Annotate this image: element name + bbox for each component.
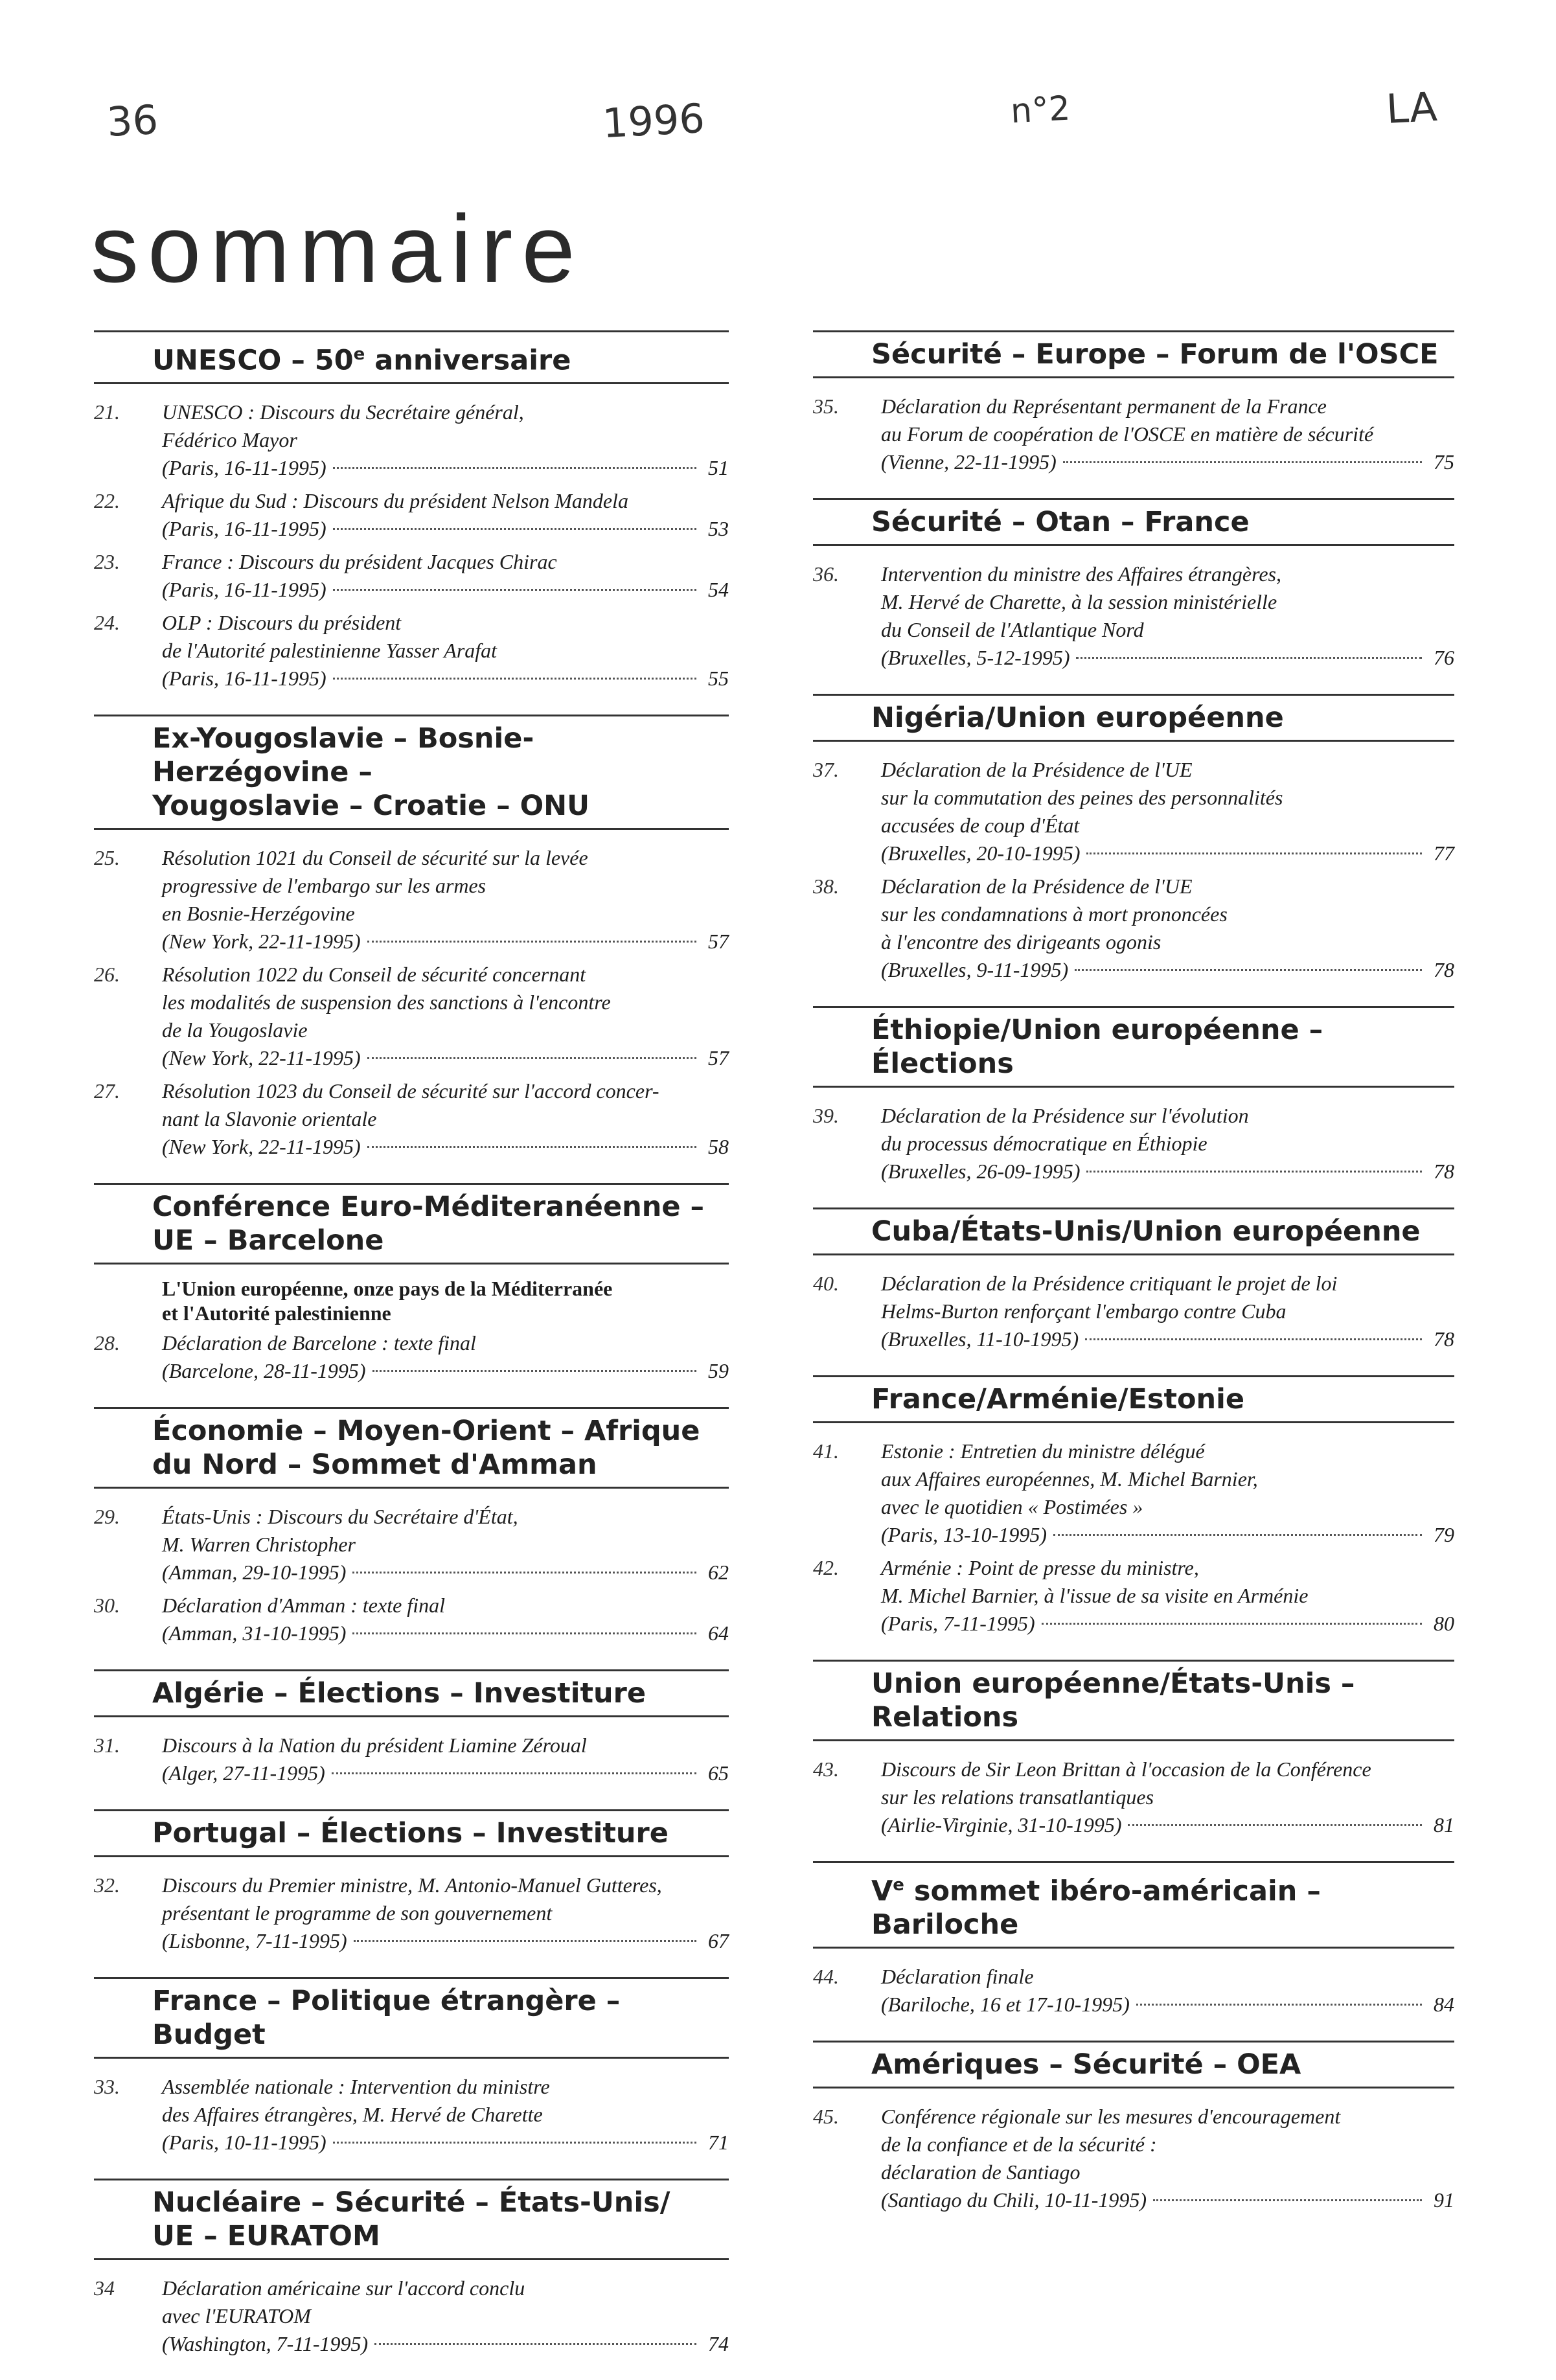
entry-number: 29. [94, 1505, 120, 1529]
dot-leader [1086, 852, 1422, 854]
entry-place-date: (Bruxelles, 11-10-1995) [881, 1327, 1079, 1351]
entry-place-line [881, 1521, 1454, 1549]
entry-title-line: accusées de coup d'État [881, 814, 1080, 837]
section-heading [94, 1407, 729, 1489]
dot-leader [367, 1146, 696, 1148]
dot-leader [333, 528, 696, 530]
entry-page-number: 79 [1434, 1523, 1454, 1546]
entry-number: 34 [94, 2276, 115, 2300]
toc-entry [94, 1732, 729, 1787]
entry-place-date: (Bariloche, 16 et 17-10-1995) [881, 1993, 1130, 2017]
dot-leader [1086, 1171, 1422, 1173]
entry-body [162, 1503, 729, 1586]
entry-number: 38. [813, 875, 839, 898]
handwritten-issue: n°2 [1009, 89, 1071, 132]
entry-number: 27. [94, 1079, 120, 1103]
toc-section [94, 330, 729, 692]
toc-section [94, 1977, 729, 2157]
entry-place-line [162, 2129, 729, 2157]
entry-body [881, 2103, 1454, 2214]
entry-place-date: (Paris, 7-11-1995) [881, 1612, 1035, 1635]
entry-place-line [162, 1133, 729, 1161]
entry-number: 26. [94, 963, 120, 987]
entry-page-number: 54 [708, 578, 729, 602]
heading-line: Élections [871, 1047, 1014, 1080]
entry-place-line [162, 1759, 729, 1787]
entry-page-number: 75 [1434, 450, 1454, 474]
entry-body [162, 1592, 729, 1647]
entry-title-line: Discours à la Nation du président Liamine Zéroual [162, 1734, 587, 1757]
entry-place-date: (Lisbonne, 7-11-1995) [162, 1929, 347, 1953]
entry-title-line: avec l'EURATOM [162, 2304, 311, 2328]
section-heading [813, 1660, 1454, 1741]
toc-entry [94, 609, 729, 692]
entry-body [162, 961, 729, 1072]
heading-line: Conférence Euro-Méditeranéenne – [152, 1191, 704, 1224]
entry-place-line [162, 1357, 729, 1385]
entry-title-line: du processus démocratique en Éthiopie [881, 1132, 1207, 1155]
toc-entry [94, 548, 729, 604]
entry-number: 22. [94, 489, 120, 513]
toc-entry [813, 756, 1454, 867]
right-column [813, 330, 1454, 2236]
entry-title-line: Helms-Burton renforçant l'embargo contre Cuba [881, 1299, 1287, 1323]
dot-leader [367, 941, 696, 943]
dot-leader [1053, 1534, 1422, 1536]
heading-line: Bariloche [871, 1908, 1019, 1941]
entry-place-date: (Bruxelles, 5-12-1995) [881, 646, 1070, 669]
dot-leader [1085, 1338, 1422, 1340]
entry-number: 24. [94, 611, 120, 635]
entry-page-number: 78 [1434, 958, 1454, 981]
dot-leader [374, 2343, 696, 2345]
entry-place-date: (Vienne, 22-11-1995) [881, 450, 1057, 474]
section-heading [94, 1669, 729, 1717]
entry-place-line [162, 1619, 729, 1647]
entry-title-line: progressive de l'embargo sur les armes [162, 874, 486, 898]
entry-title-line: M. Hervé de Charette, à la session ministérielle [881, 590, 1277, 613]
entry-title-line: à l'encontre des dirigeants ogonis [881, 930, 1161, 954]
entry-page-number: 80 [1434, 1612, 1454, 1635]
entry-place-date: (Amman, 29-10-1995) [162, 1561, 347, 1585]
entry-number: 30. [94, 1594, 120, 1618]
entry-place-date: (Paris, 16-11-1995) [162, 578, 326, 602]
entry-title-line: Conférence régionale sur les mesures d'encouragement [881, 2105, 1341, 2129]
entry-body [162, 2073, 729, 2157]
entry-title-line: Résolution 1023 du Conseil de sécurité sur l'accord concer- [162, 1079, 659, 1103]
entry-place-line [881, 1811, 1454, 1839]
entry-title-line: de la Yougoslavie [162, 1018, 308, 1042]
heading-line: Union européenne/États-Unis – [871, 1667, 1355, 1700]
entry-title-line: Discours du Premier ministre, M. Antonio-Manuel Gutteres, [162, 1873, 662, 1897]
entry-number: 45. [813, 2105, 839, 2129]
entry-page-number: 55 [708, 667, 729, 691]
section-heading [813, 1375, 1454, 1423]
heading-line: Cuba/États-Unis/Union européenne [871, 1215, 1421, 1248]
entry-page-number: 65 [708, 1761, 729, 1785]
toc-entry [813, 873, 1454, 984]
entry-title-line: Assemblée nationale : Intervention du ministre [162, 2075, 550, 2099]
entry-body [881, 1756, 1454, 1839]
entry-title-line: Déclaration d'Amman : texte final [162, 1594, 445, 1618]
entry-place-date: (Paris, 16-11-1995) [162, 456, 326, 480]
toc-section [813, 498, 1454, 672]
entry-place-line [881, 1325, 1454, 1353]
toc-entry [813, 560, 1454, 672]
toc-entry [813, 393, 1454, 476]
entry-number: 21. [94, 400, 120, 424]
toc-entry [94, 1592, 729, 1647]
entry-place-date: (Barcelone, 28-11-1995) [162, 1359, 366, 1383]
entry-title-line: Déclaration de la Présidence sur l'évolution [881, 1104, 1249, 1127]
entry-number: 31. [94, 1734, 120, 1757]
entry-number: 39. [813, 1104, 839, 1127]
toc-entry [94, 1077, 729, 1161]
entry-title-line: sur les relations transatlantiques [881, 1785, 1154, 1809]
entry-body [881, 756, 1454, 867]
entry-page-number: 62 [708, 1561, 729, 1585]
entry-page-number: 67 [708, 1929, 729, 1953]
toc-section [813, 2041, 1454, 2214]
entry-place-date: (Paris, 13-10-1995) [881, 1523, 1047, 1546]
section-subheading [94, 1276, 729, 1325]
toc-section [813, 1861, 1454, 2019]
heading-line: du Nord – Sommet d'Amman [152, 1448, 597, 1482]
toc-section [94, 2179, 729, 2358]
toc-entry [94, 961, 729, 1072]
dot-leader [333, 678, 696, 680]
toc-entry [813, 1963, 1454, 2019]
entry-title-line: Déclaration finale [881, 1965, 1034, 1989]
entry-title-line: présentant le programme de son gouvernement [162, 1901, 553, 1925]
entry-title-line: Déclaration de la Présidence de l'UE [881, 758, 1193, 781]
dot-leader [352, 1572, 696, 1573]
section-heading [813, 498, 1454, 546]
toc-entry [813, 1270, 1454, 1353]
entry-place-date: (Santiago du Chili, 10-11-1995) [881, 2188, 1147, 2212]
entry-title-line: de la confiance et de la sécurité : [881, 2133, 1157, 2157]
entry-body [162, 548, 729, 604]
dot-leader [352, 1632, 696, 1634]
dot-leader [1076, 657, 1422, 659]
entry-title-line: Intervention du ministre des Affaires étrangères, [881, 562, 1281, 586]
entry-number: 32. [94, 1873, 120, 1897]
entry-body [881, 873, 1454, 984]
section-heading [813, 694, 1454, 742]
entry-place-date: (Bruxelles, 20-10-1995) [881, 841, 1081, 865]
dot-leader [1128, 1824, 1422, 1826]
heading-line: Budget [152, 2019, 266, 2052]
entry-title-line: Déclaration de la Présidence de l'UE [881, 875, 1193, 898]
entry-title-line: avec le quotidien « Postimées » [881, 1495, 1143, 1518]
heading-line: Éthiopie/Union européenne – [871, 1014, 1323, 1046]
heading-line: Économie – Moyen-Orient – Afrique [152, 1415, 700, 1448]
heading-line: Sécurité – Otan – France [871, 506, 1250, 538]
toc-entry [813, 1554, 1454, 1638]
dot-leader [332, 1772, 696, 1774]
toc-section [813, 694, 1454, 984]
toc-entry [94, 2274, 729, 2358]
dot-leader [367, 1057, 696, 1059]
toc-section [94, 1669, 729, 1787]
section-heading [94, 1183, 729, 1264]
entry-place-date: (Paris, 10-11-1995) [162, 2131, 326, 2155]
entry-title-line: de l'Autorité palestinienne Yasser Arafat [162, 639, 498, 663]
entry-number: 36. [813, 562, 839, 586]
section-heading [813, 330, 1454, 378]
entry-body [162, 1329, 729, 1385]
entry-page-number: 81 [1434, 1813, 1454, 1836]
entry-page-number: 57 [708, 930, 729, 954]
entry-title-line: Déclaration américaine sur l'accord conclu [162, 2276, 525, 2300]
entry-body [162, 1732, 729, 1787]
entry-place-line [881, 448, 1454, 476]
entry-place-date: (Bruxelles, 26-09-1995) [881, 1160, 1081, 1183]
entry-page-number: 76 [1434, 646, 1454, 669]
dot-leader [1042, 1623, 1422, 1625]
toc-section [813, 1207, 1454, 1353]
entry-title-line: les modalités de suspension des sanctions à l'encontre [162, 990, 611, 1014]
heading-line: UE – EURATOM [152, 2220, 380, 2253]
heading-line: Algérie – Élections – Investiture [152, 1677, 646, 1710]
entry-body [881, 1270, 1454, 1353]
entry-page-number: 78 [1434, 1160, 1454, 1183]
entry-place-date: (Paris, 16-11-1995) [162, 667, 326, 691]
entry-title-line: des Affaires étrangères, M. Hervé de Charette [162, 2103, 543, 2127]
entry-place-line [881, 956, 1454, 984]
toc-section [813, 1660, 1454, 1839]
entry-place-line [162, 2330, 729, 2358]
entry-place-line [162, 1044, 729, 1072]
entry-body [162, 844, 729, 955]
subheading-line: L'Union européenne, onze pays de la Méditerranée [162, 1277, 613, 1301]
entry-number: 25. [94, 846, 120, 870]
entry-number: 28. [94, 1331, 120, 1355]
dot-leader [1136, 2004, 1422, 2006]
entry-title-line: UNESCO : Discours du Secrétaire général, [162, 400, 524, 424]
toc-entry [94, 2073, 729, 2157]
entry-place-line [162, 576, 729, 604]
heading-line: Relations [871, 1701, 1019, 1734]
entry-title-line: Résolution 1021 du Conseil de sécurité sur la levée [162, 846, 588, 870]
toc-entry [813, 1102, 1454, 1185]
entry-body [881, 393, 1454, 476]
heading-line: Ex-Yougoslavie – Bosnie-Herzégovine – [152, 722, 534, 789]
entry-place-line [162, 515, 729, 543]
entry-number: 23. [94, 550, 120, 574]
entry-body [881, 1102, 1454, 1185]
entry-title-line: États-Unis : Discours du Secrétaire d'État, [162, 1505, 518, 1529]
handwritten-year: 1996 [601, 94, 706, 148]
entry-page-number: 51 [708, 456, 729, 480]
entry-title-line: France : Discours du président Jacques Chirac [162, 550, 557, 574]
dot-leader [333, 467, 696, 469]
entry-place-date: (New York, 22-11-1995) [162, 1046, 361, 1070]
entry-page-number: 77 [1434, 841, 1454, 865]
toc-entry [813, 1756, 1454, 1839]
section-heading [813, 1861, 1454, 1949]
entry-place-line [881, 1158, 1454, 1185]
entry-place-line [162, 665, 729, 692]
entry-number: 43. [813, 1757, 839, 1781]
entry-title-line: OLP : Discours du président [162, 611, 402, 635]
entry-title-line: Fédérico Mayor [162, 428, 297, 452]
entry-title-line: aux Affaires européennes, M. Michel Barnier, [881, 1467, 1258, 1491]
entry-place-date: (New York, 22-11-1995) [162, 930, 361, 954]
entry-page-number: 53 [708, 517, 729, 541]
entry-title-line: M. Michel Barnier, à l'issue de sa visite en Arménie [881, 1584, 1309, 1607]
heading-line: Ve sommet ibéro-américain – [871, 1875, 1321, 1908]
toc-entry [94, 487, 729, 543]
entry-place-line [162, 454, 729, 482]
entry-title-line: Afrique du Sud : Discours du président Nelson Mandela [162, 489, 628, 513]
entry-place-date: (New York, 22-11-1995) [162, 1135, 361, 1159]
entry-body [162, 2274, 729, 2358]
dot-leader [372, 1370, 696, 1372]
entry-title-line: Estonie : Entretien du ministre délégué [881, 1439, 1205, 1463]
entry-page-number: 58 [708, 1135, 729, 1159]
entry-number: 40. [813, 1272, 839, 1295]
section-heading [813, 2041, 1454, 2088]
entry-page-number: 84 [1434, 1993, 1454, 2017]
dot-leader [333, 2142, 696, 2144]
toc-entry [813, 1437, 1454, 1549]
entry-place-date: (Washington, 7-11-1995) [162, 2332, 369, 2356]
dot-leader [354, 1940, 696, 1942]
entry-place-line [881, 840, 1454, 867]
heading-line: Nucléaire – Sécurité – États-Unis/ [152, 2186, 670, 2219]
toc-entry [94, 398, 729, 482]
left-column [94, 330, 729, 2380]
entry-place-line [162, 1927, 729, 1955]
entry-title-line: Arménie : Point de presse du ministre, [881, 1556, 1199, 1579]
entry-body [162, 1077, 729, 1161]
entry-body [162, 609, 729, 692]
toc-entry [94, 844, 729, 955]
entry-place-date: (Paris, 16-11-1995) [162, 517, 326, 541]
entry-title-line: en Bosnie-Herzégovine [162, 902, 355, 926]
heading-line: Portugal – Élections – Investiture [152, 1817, 669, 1850]
subheading-line: et l'Autorité palestinienne [162, 1301, 391, 1325]
entry-title-line: Déclaration de la Présidence critiquant le projet de loi [881, 1272, 1338, 1295]
heading-line: UE – Barcelone [152, 1224, 384, 1257]
entry-place-line [162, 928, 729, 955]
toc-section [94, 715, 729, 1161]
entry-number: 37. [813, 758, 839, 781]
entry-place-line [162, 1559, 729, 1586]
entry-page-number: 71 [708, 2131, 729, 2155]
dot-leader [1153, 2199, 1422, 2201]
section-heading [813, 1006, 1454, 1088]
entry-number: 33. [94, 2075, 120, 2099]
entry-title-line: nant la Slavonie orientale [162, 1107, 377, 1131]
entry-page-number: 91 [1434, 2188, 1454, 2212]
entry-place-line [881, 1610, 1454, 1638]
section-heading [94, 330, 729, 384]
entry-body [162, 1871, 729, 1955]
entry-place-date: (Airlie-Virginie, 31-10-1995) [881, 1813, 1122, 1836]
entry-body [162, 398, 729, 482]
dot-leader [1075, 969, 1422, 971]
entry-title-line: sur la commutation des peines des personnalités [881, 786, 1283, 809]
entry-page-number: 59 [708, 1359, 729, 1383]
toc-entry [813, 2103, 1454, 2214]
page-title: sommaire [91, 196, 584, 303]
section-heading [94, 1809, 729, 1857]
toc-section [94, 1407, 729, 1647]
heading-line: Nigéria/Union européenne [871, 702, 1284, 734]
entry-title-line: déclaration de Santiago [881, 2160, 1081, 2184]
entry-title-line: M. Warren Christopher [162, 1533, 356, 1557]
toc-section [94, 1809, 729, 1955]
entry-page-number: 57 [708, 1046, 729, 1070]
handwritten-initials: LA [1385, 82, 1439, 133]
entry-body [881, 560, 1454, 672]
heading-line: Amériques – Sécurité – OEA [871, 2048, 1301, 2081]
section-heading [94, 1977, 729, 2059]
entry-body [881, 1554, 1454, 1638]
entry-title-line: Déclaration de Barcelone : texte final [162, 1331, 476, 1355]
toc-section [813, 1006, 1454, 1185]
entry-body [162, 487, 729, 543]
toc-section [813, 330, 1454, 476]
entry-place-date: (Amman, 31-10-1995) [162, 1621, 347, 1645]
dot-leader [333, 589, 696, 591]
entry-title-line: Discours de Sir Leon Brittan à l'occasion de la Conférence [881, 1757, 1371, 1781]
entry-number: 44. [813, 1965, 839, 1989]
entry-body [881, 1437, 1454, 1549]
toc-entry [94, 1871, 729, 1955]
heading-line: Sécurité – Europe – Forum de l'OSCE [871, 338, 1439, 371]
entry-title-line: Résolution 1022 du Conseil de sécurité concernant [162, 963, 586, 987]
toc-entry [94, 1503, 729, 1586]
heading-line: France/Arménie/Estonie [871, 1383, 1245, 1415]
entry-number: 41. [813, 1439, 839, 1463]
toc-entry [94, 1329, 729, 1385]
entry-place-line [881, 2186, 1454, 2214]
entry-body [881, 1963, 1454, 2019]
entry-title-line: au Forum de coopération de l'OSCE en matière de sécurité [881, 422, 1374, 446]
entry-number: 35. [813, 395, 839, 418]
entry-title-line: Déclaration du Représentant permanent de la France [881, 395, 1327, 418]
section-heading [813, 1207, 1454, 1255]
section-heading [94, 2179, 729, 2260]
entry-title-line: du Conseil de l'Atlantique Nord [881, 618, 1144, 641]
toc-section [94, 1183, 729, 1385]
handwritten-number: 36 [106, 95, 159, 146]
heading-line: Yougoslavie – Croatie – ONU [152, 790, 590, 823]
entry-page-number: 74 [708, 2332, 729, 2356]
heading-line: UNESCO – 50e anniversaire [152, 344, 571, 377]
entry-page-number: 78 [1434, 1327, 1454, 1351]
heading-line: France – Politique étrangère – [152, 1985, 621, 2018]
dot-leader [1063, 461, 1422, 463]
toc-section [813, 1375, 1454, 1638]
entry-place-date: (Alger, 27-11-1995) [162, 1761, 325, 1785]
entry-place-date: (Bruxelles, 9-11-1995) [881, 958, 1069, 981]
entry-page-number: 64 [708, 1621, 729, 1645]
entry-number: 42. [813, 1556, 839, 1579]
entry-title-line: sur les condamnations à mort prononcées [881, 902, 1228, 926]
entry-place-line [881, 644, 1454, 672]
section-heading [94, 715, 729, 830]
entry-place-line [881, 1991, 1454, 2019]
